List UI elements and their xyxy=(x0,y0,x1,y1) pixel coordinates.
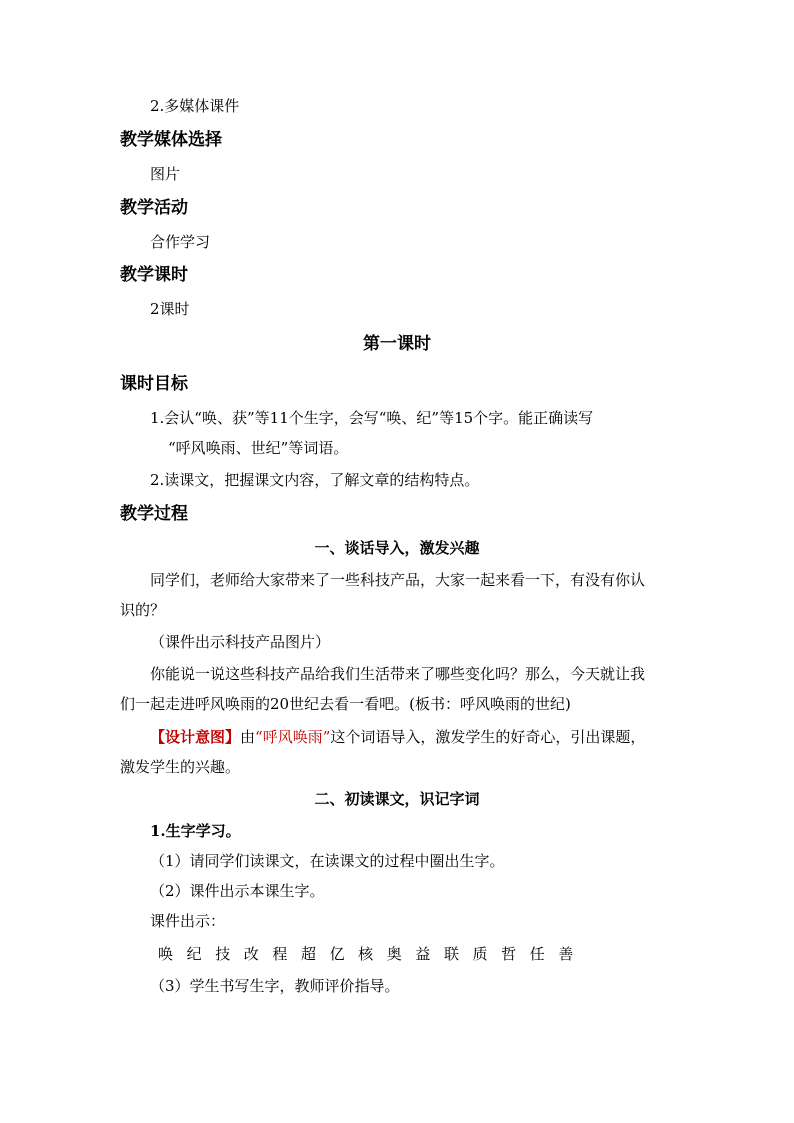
character-item: 哲 xyxy=(501,945,517,963)
lesson-title: 第一课时 xyxy=(363,334,431,354)
character-item: 改 xyxy=(243,945,259,963)
character-item: 质 xyxy=(472,945,488,963)
design-intent-line-2: 激发学生的兴趣。 xyxy=(120,758,241,776)
character-item: 奥 xyxy=(386,945,402,963)
activity-content: 合作学习 xyxy=(150,233,211,251)
section-1-title: 一、谈话导入，激发兴趣 xyxy=(314,539,480,557)
section-1-p3-line-2: 们一起走进呼风唤雨的20世纪去看一看吧。(板书：呼风唤雨的世纪) xyxy=(120,695,571,713)
section-2-step-1: （1）请同学们读课文，在读课文的过程中圈出生字。 xyxy=(150,852,505,870)
media-content: 图片 xyxy=(150,165,181,183)
character-item: 善 xyxy=(558,945,574,963)
section-1-p1-line-2: 识的？ xyxy=(120,601,166,619)
character-item: 技 xyxy=(215,945,231,963)
section-1-p3-line-1: 你能说一说这些科技产品给我们生活带来了哪些变化吗？那么，今天就让我 xyxy=(150,665,646,683)
media-heading: 教学媒体选择 xyxy=(120,130,222,150)
goal-item-2: 2.读课文，把握课文内容，了解文章的结构特点。 xyxy=(150,471,480,489)
section-2-step-2: （2）课件出示本课生字。 xyxy=(150,882,325,900)
character-item: 超 xyxy=(300,945,316,963)
character-item: 核 xyxy=(358,945,374,963)
materials-item-2: 2.多媒体课件 xyxy=(150,97,240,115)
character-item: 程 xyxy=(272,945,288,963)
section-1-p1-line-1: 同学们，老师给大家带来了一些科技产品，大家一起来看一下，有没有你认 xyxy=(150,571,646,589)
character-item: 亿 xyxy=(329,945,345,963)
display-label: 课件出示： xyxy=(150,912,226,930)
character-item: 纪 xyxy=(186,945,202,963)
design-intent-pre: 由 xyxy=(240,728,256,746)
character-item: 益 xyxy=(415,945,431,963)
goal-item-1-line-1: 1.会认“唤、获”等11个生字，会写“唤、纪”等15个字。能正确读写 xyxy=(150,409,594,427)
section-2-title: 二、初读课文，识记字词 xyxy=(314,790,480,808)
activity-heading: 教学活动 xyxy=(120,198,188,218)
hours-heading: 教学课时 xyxy=(120,265,188,285)
design-intent-post: 这个词语导入，激发学生的好奇心，引出课题， xyxy=(330,728,646,746)
section-2-sub-1: 1.生字学习。 xyxy=(150,822,241,840)
character-item: 任 xyxy=(529,945,545,963)
character-item: 联 xyxy=(443,945,459,963)
character-list xyxy=(158,944,587,964)
design-intent-label: 【设计意图】 xyxy=(150,728,241,746)
section-2-step-3: （3）学生书写生字，教师评价指导。 xyxy=(150,977,400,995)
design-intent-quote: “呼风唤雨” xyxy=(255,728,331,746)
goal-item-1-line-2: “呼风唤雨、世纪”等词语。 xyxy=(168,439,349,457)
hours-content: 2课时 xyxy=(150,300,190,318)
goals-heading: 课时目标 xyxy=(120,374,188,394)
character-item: 唤 xyxy=(158,945,174,963)
section-1-p2: （课件出示科技产品图片） xyxy=(150,633,331,651)
process-heading: 教学过程 xyxy=(120,504,188,524)
design-intent xyxy=(150,727,645,747)
